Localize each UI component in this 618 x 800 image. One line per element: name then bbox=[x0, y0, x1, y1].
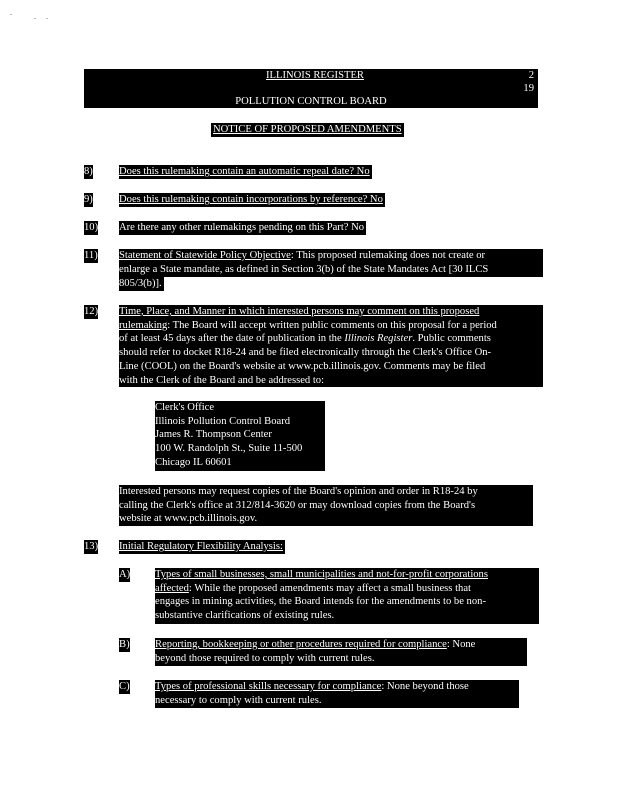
item-13b-line: beyond those required to comply with current rules. bbox=[155, 652, 375, 664]
item-13b-label: B) bbox=[119, 639, 130, 650]
item-12-line: . Public comments bbox=[412, 333, 491, 345]
item-12-line: of at least 45 days after the date of publication in the bbox=[119, 333, 345, 345]
item-13c-label: C) bbox=[119, 681, 130, 692]
address-line: James R. Thompson Center bbox=[155, 429, 272, 441]
illinois-register-italic: Illinois Register bbox=[344, 333, 413, 345]
item-11-line: : This proposed rulemaking does not create or bbox=[290, 250, 486, 261]
item-9-text: Does this rulemaking contain incorporations by reference? No bbox=[119, 194, 383, 205]
address-line: Illinois Pollution Control Board bbox=[155, 415, 291, 427]
item-9-number: 9) bbox=[84, 194, 93, 205]
item-13a-line: substantive clarifications of existing rules. bbox=[155, 610, 335, 622]
item-13b-line: : None bbox=[446, 639, 476, 650]
item-13a-block bbox=[155, 568, 539, 624]
page-number-bottom: 19 bbox=[523, 83, 534, 94]
item-8-text: Does this rulemaking contain an automatic repeal date? No bbox=[119, 166, 370, 177]
item-13b-heading: Reporting, bookkeeping or other procedures required for compliance bbox=[155, 639, 447, 650]
item-13a-line: engages in mining activities, the Board intends for the amendments to be non- bbox=[155, 596, 486, 608]
item-12-after-line: calling the Clerk's office at 312/814-3620 or may download copies from the Board's bbox=[119, 499, 476, 511]
item-13c-line: necessary to comply with current rules. bbox=[155, 694, 322, 706]
item-12-number: 12) bbox=[84, 306, 99, 317]
item-10-text: Are there any other rulemakings pending on this Part? No bbox=[119, 222, 365, 233]
register-title: ILLINOIS REGISTER bbox=[266, 70, 364, 81]
scan-speck bbox=[46, 18, 48, 19]
header-band bbox=[84, 82, 538, 108]
item-12-after-line: Interested persons may request copies of the Board's opinion and order in R18-24 by bbox=[119, 486, 478, 497]
item-13c-line: : None beyond those bbox=[381, 681, 469, 692]
item-13-heading: Initial Regulatory Flexibility Analysis: bbox=[119, 541, 283, 552]
item-13a-line: : While the proposed amendments may affect a small business that bbox=[188, 582, 471, 594]
item-13a-label: A) bbox=[119, 569, 131, 580]
header-rule-left bbox=[84, 69, 244, 82]
item-13b-block bbox=[155, 638, 527, 666]
item-13a-heading: affected bbox=[155, 582, 189, 594]
item-11-number: 11) bbox=[84, 250, 98, 261]
item-13a-heading: Types of small businesses, small municipalities and not-for-profit corporations bbox=[155, 569, 488, 580]
item-12-after-block bbox=[119, 485, 533, 526]
item-11-line: enlarge a State mandate, as defined in Section 3(b) of the State Mandates Act [30 ILCS bbox=[119, 263, 489, 275]
scan-speck bbox=[10, 14, 12, 15]
item-8-number: 8) bbox=[84, 166, 93, 177]
clerk-address-block bbox=[155, 401, 325, 471]
item-13c-heading: Types of professional skills necessary for compliance bbox=[155, 681, 382, 692]
notice-title: NOTICE OF PROPOSED AMENDMENTS bbox=[213, 124, 402, 135]
item-11-line-3: 805/3(b)]. bbox=[119, 278, 162, 289]
address-line: Chicago IL 60601 bbox=[155, 456, 232, 468]
item-11-heading: Statement of Statewide Policy Objective bbox=[119, 250, 291, 261]
item-11-block bbox=[119, 249, 543, 277]
item-12-line: Line (COOL) on the Board's website at www.pcb.illinois.gov. Comments may be filed bbox=[119, 360, 486, 372]
item-12-line: with the Clerk of the Board and be addressed to: bbox=[119, 374, 325, 386]
item-13-number: 13) bbox=[84, 541, 99, 552]
page-number-top: 2 bbox=[528, 70, 534, 81]
item-13c-block bbox=[155, 680, 519, 708]
item-12-line: : The Board will accept written public comments on this proposal for a period bbox=[167, 319, 497, 331]
item-12-heading: rulemaking bbox=[119, 319, 168, 331]
scan-speck bbox=[34, 18, 36, 19]
item-12-block bbox=[119, 305, 543, 387]
header-title bbox=[244, 69, 538, 82]
item-10-number: 10) bbox=[84, 222, 99, 233]
address-line: Clerk's Office bbox=[155, 402, 215, 413]
address-line: 100 W. Randolph St., Suite 11-500 bbox=[155, 443, 303, 455]
item-12-line: should refer to docket R18-24 and be filed electronically through the Clerk's Office On- bbox=[119, 347, 492, 359]
agency-name: POLLUTION CONTROL BOARD bbox=[235, 96, 387, 107]
item-12-after-line: website at www.pcb.illinois.gov. bbox=[119, 513, 258, 525]
item-12-heading: Time, Place, and Manner in which interested persons may comment on this proposed bbox=[119, 306, 480, 317]
